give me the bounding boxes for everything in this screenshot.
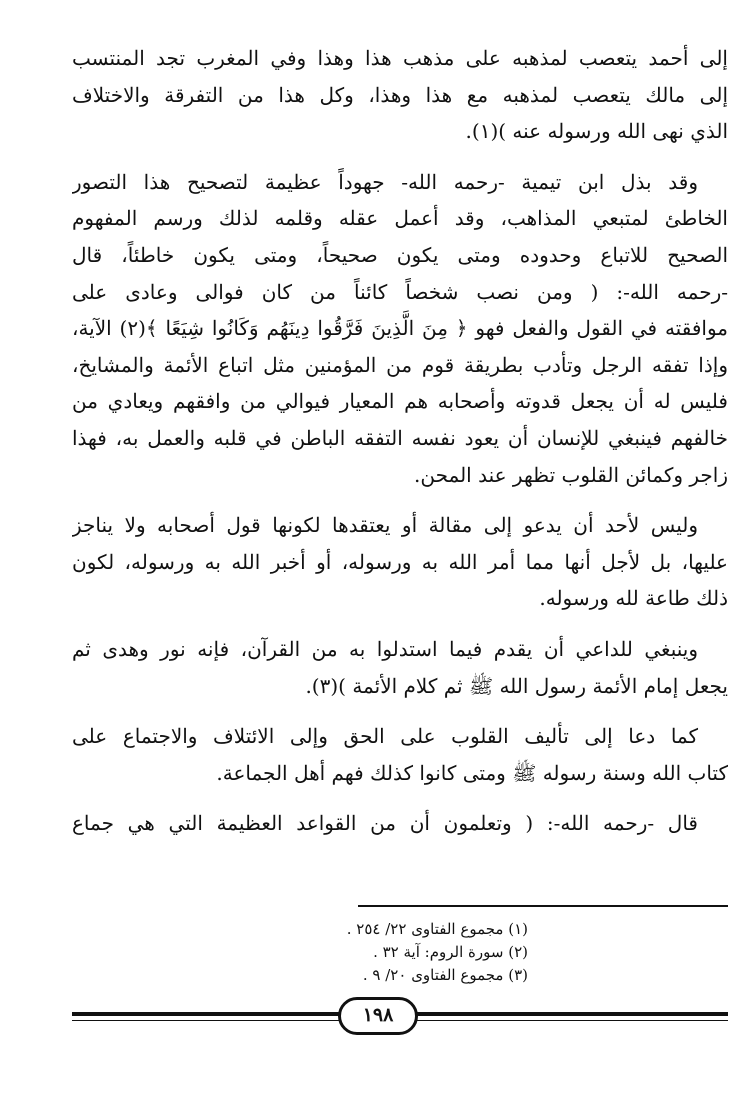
page-number: ١٩٨ — [338, 997, 418, 1035]
text-line: إلى أحمد يتعصب لمذهبه على مذهب هذا وهذا وفي المغرب تجد المنتسب — [72, 46, 728, 70]
footnote: (٣) مجموع الفتاوى ٢٠/ ٩ . — [362, 966, 528, 984]
text-line: كما دعا إلى تأليف القلوب على الحق وإلى الائتلاف والاجتماع على — [72, 724, 698, 749]
text-line: موافقته في القول والفعل فهو ﴿ مِنَ الَّذِينَ فَرَّقُوا دِينَهُم وَكَانُوا شِيَعًا ﴾(٢) الآية، — [72, 316, 728, 341]
text-line: وقد بذل ابن تيمية -رحمه الله- جهوداً عظيمة لتصحيح هذا التصور — [72, 169, 698, 194]
paragraph — [72, 164, 728, 493]
text-line: الذي نهى الله ورسوله عنه )(١). — [465, 119, 728, 144]
text-line: إلى مالك يتعصب لمذهبه مع هذا وهذا، وكل هذا من التفرقة والاختلاف — [72, 82, 728, 107]
text-line: ذلك طاعة لله ورسوله. — [539, 586, 728, 611]
paragraph — [72, 718, 728, 791]
body-text — [72, 40, 728, 856]
text-line: الخاطئ لمتبعي المذاهب، وقد أعمل عقله وقلمه لذلك ورسم المفهوم — [72, 206, 728, 231]
text-line: قال -رحمه الله-: ( وتعلمون أن من القواعد العظيمة التي هي جماع — [72, 811, 698, 836]
paragraph — [72, 631, 728, 704]
text-line: زاجر وكمائن القلوب تظهر عند المحن. — [414, 462, 728, 487]
text-line: خالفهم فينبغي للإنسان أن يعود نفسه التفقه الباطن في قلبه والعمل به، فهذا — [72, 425, 728, 450]
text-line: وينبغي للداعي أن يقدم فيما استدلوا به من القرآن، فإنه نور وهدى ثم — [72, 636, 698, 661]
footnote: (٢) سورة الروم: آية ٣٢ . — [373, 943, 528, 961]
footnote: (١) مجموع الفتاوى ٢٢/ ٢٥٤ . — [346, 920, 528, 938]
text-line: وليس لأحد أن يدعو إلى مقالة أو يعتقدها لكونها قول أصحابه ولا يناجز — [72, 513, 698, 538]
text-line: فليس له أن يجعل قدوته وأصحابه هم المعيار فيوالي من وافقهم ويعادي من — [72, 389, 728, 414]
text-line: الصحيح للاتباع وحدوده ومتى يكون صحيحاً، ومتى يكون خاطئاً، قال — [72, 242, 728, 267]
paragraph — [72, 805, 728, 842]
paragraph — [72, 507, 728, 617]
paragraph — [72, 40, 728, 150]
text-line: -رحمه الله-: ( ومن نصب شخصاً كائناً من كان فوالى وعادى على — [72, 279, 728, 304]
footnote-divider — [358, 905, 728, 907]
text-line: وإذا تفقه الرجل وتأدب بطريقة قوم من المؤمنين مثل اتباع الأئمة والمشايخ، — [72, 352, 728, 377]
text-line: يجعل إمام الأئمة رسول الله ﷺ ثم كلام الأئمة )(٣). — [305, 673, 728, 698]
text-line: عليها، بل لأجل أنها مما أمر الله به ورسوله، أو أخبر الله به ورسوله، لكون — [72, 549, 728, 574]
text-line: كتاب الله وسنة رسوله ﷺ ومتى كانوا كذلك فهم أهل الجماعة. — [216, 760, 728, 785]
footnotes — [72, 918, 728, 987]
